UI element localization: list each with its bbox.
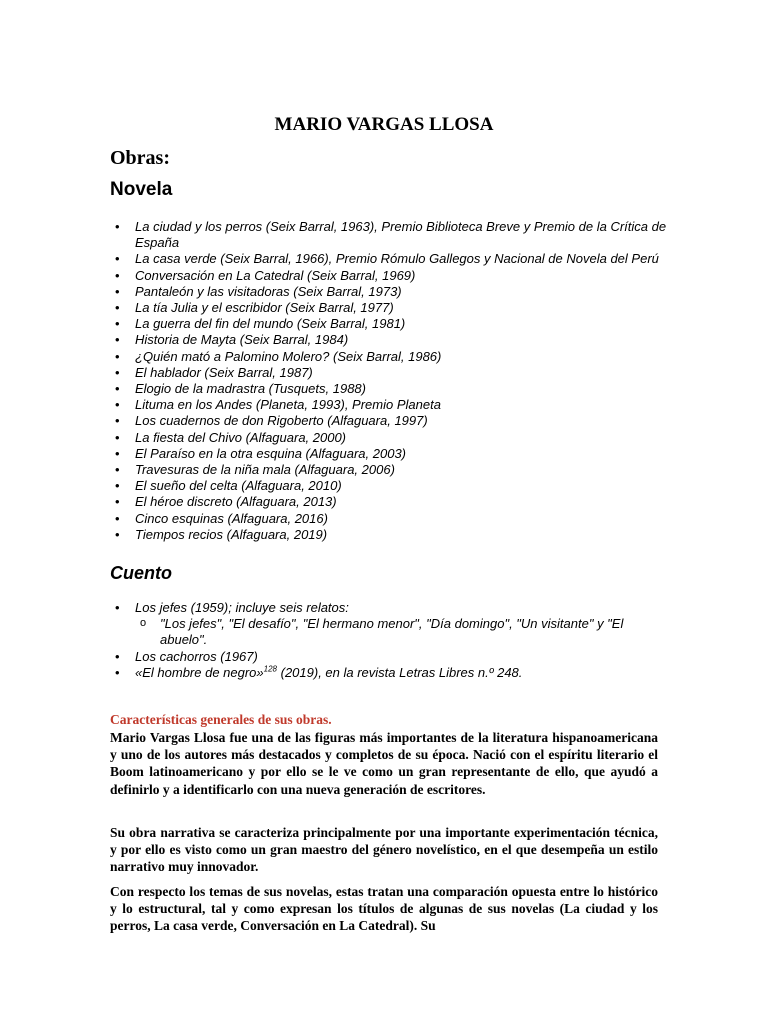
list-item: • La casa verde (Seix Barral, 1966), Premio Rómulo Gallegos y Nacional de Novela del Perú <box>135 251 670 267</box>
list-item: • Pantaleón y las visitadoras (Seix Barral, 1973) <box>135 284 670 300</box>
list-item: • Travesuras de la niña mala (Alfaguara, 2006) <box>135 462 670 478</box>
list-item-hombre-de-negro <box>135 665 670 681</box>
list-item: • El Paraíso en la otra esquina (Alfaguara, 2003) <box>135 446 670 462</box>
list-item: • Los cuadernos de don Rigoberto (Alfaguara, 1997) <box>135 413 670 429</box>
list-item: • Conversación en La Catedral (Seix Barral, 1969) <box>135 268 670 284</box>
list-item: • Los cachorros (1967) <box>135 649 670 665</box>
paragraph: Con respecto los temas de sus novelas, estas tratan una comparación opuesta entre lo histórico y lo estructural, tal y como expresan los títulos de algunas de sus novelas (La ciudad y los perros, La casa verde, Conversación en La Catedral). Su <box>110 884 658 934</box>
footnote-ref[interactable]: 128 <box>263 664 278 674</box>
list-item: • Historia de Mayta (Seix Barral, 1984) <box>135 332 670 348</box>
document-title: MARIO VARGAS LLOSA <box>274 114 494 135</box>
sub-list-item: o "Los jefes", "El desafío", "El hermano menor", "Día domingo", "Un visitante" y "El abuelo". <box>160 616 670 648</box>
paragraph: Su obra narrativa se caracteriza principalmente por una importante experimentación técnica, y por ello es visto como un gran maestro del género novelístico, en el que desempeña un estilo narrativo muy innovador. <box>110 825 658 875</box>
cuento-heading: Cuento <box>110 563 172 583</box>
work-details: (2019), en la revista Letras Libres n.º 248. <box>277 664 523 680</box>
list-item: • Tiempos recios (Alfaguara, 2019) <box>135 527 670 543</box>
list-item: • Cinco esquinas (Alfaguara, 2016) <box>135 511 670 527</box>
cuento-list <box>135 600 670 681</box>
sub-list <box>135 616 670 648</box>
list-item: • ¿Quién mató a Palomino Molero? (Seix Barral, 1986) <box>135 349 670 365</box>
list-item: • Lituma en los Andes (Planeta, 1993), Premio Planeta <box>135 397 670 413</box>
work-title: «El hombre de negro» <box>135 664 264 680</box>
section-heading: Características generales de sus obras. <box>110 712 332 727</box>
obras-heading: Obras: <box>110 147 170 169</box>
novela-heading: Novela <box>110 179 173 200</box>
list-item: • Elogio de la madrastra (Tusquets, 1988) <box>135 381 670 397</box>
list-item-text: Los jefes (1959); incluye seis relatos: <box>135 600 349 615</box>
list-item: • La tía Julia y el escribidor (Seix Barral, 1977) <box>135 300 670 316</box>
novela-list <box>135 219 670 543</box>
list-item: • La guerra del fin del mundo (Seix Barral, 1981) <box>135 316 670 332</box>
paragraph: Mario Vargas Llosa fue una de las figuras más importantes de la literatura hispanoamericana y uno de los autores más destacados y completos de su época. Nació con el espíritu literario el Boom latinoamericano y por ello se le ve como un gran representante de ello, que ayudó a definirlo y a identificarlo con una nueva generación de escritores. <box>110 730 658 797</box>
list-item: • La fiesta del Chivo (Alfaguara, 2000) <box>135 430 670 446</box>
list-item: • El sueño del celta (Alfaguara, 2010) <box>135 478 670 494</box>
list-item: • El hablador (Seix Barral, 1987) <box>135 365 670 381</box>
list-item-los-jefes <box>135 600 670 649</box>
list-item: • El héroe discreto (Alfaguara, 2013) <box>135 494 670 510</box>
list-item: • La ciudad y los perros (Seix Barral, 1963), Premio Biblioteca Breve y Premio de la Crítica de España <box>135 219 670 251</box>
